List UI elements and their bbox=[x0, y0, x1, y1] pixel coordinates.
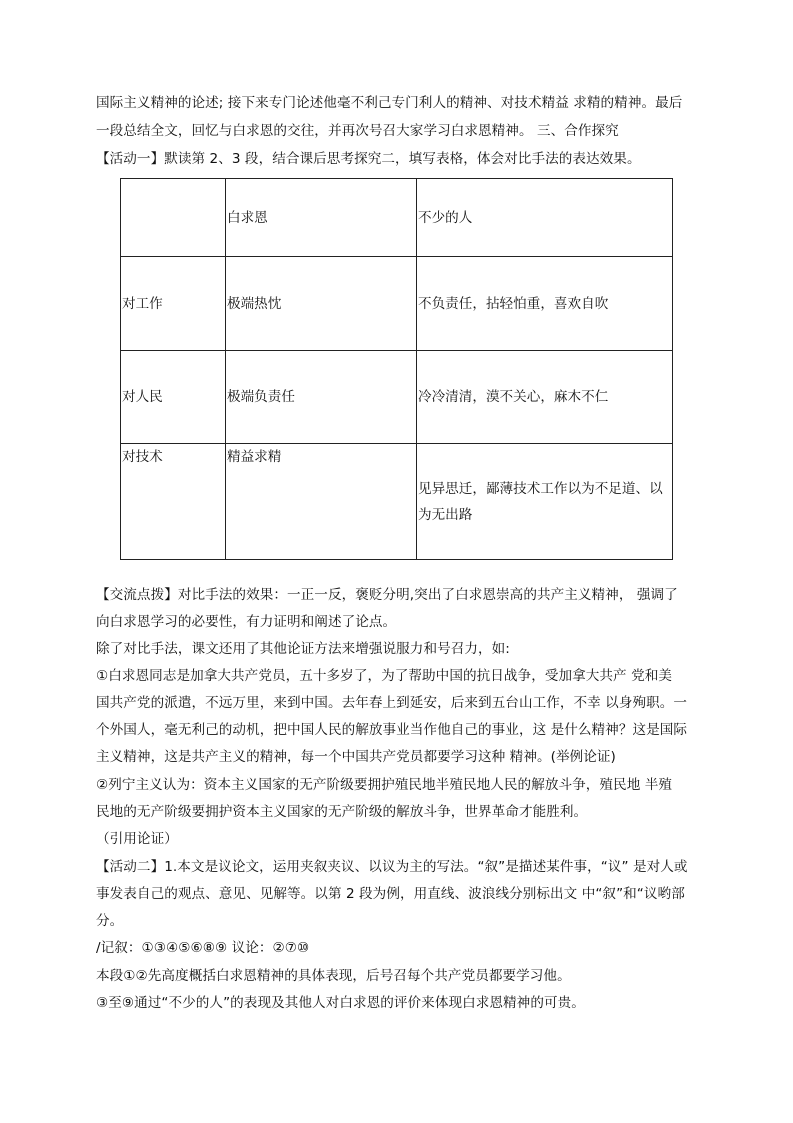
table-cell: 极端热忱 bbox=[226, 257, 417, 351]
example2-line-2: 民地的无产阶级要拥护资本主义国家的无产阶级的解放斗争，世界革命才能胜利。 bbox=[96, 804, 588, 820]
table-cell: 不负责任，拈轻怕重，喜欢自吹 bbox=[417, 257, 673, 351]
table-row bbox=[121, 444, 673, 560]
activity2-line-5: 本段①②先高度概括白求恩精神的具体表现，后号召每个共产党员都要学习他。 bbox=[96, 968, 571, 984]
comparison-table bbox=[120, 178, 673, 560]
table-cell: 极端负责任 bbox=[226, 351, 417, 444]
activity2-line-1: 【活动二】1.本文是议论文，运用夹叙夹议、以议为主的写法。“叙”是描述某件事，“议” 是对人或 bbox=[96, 859, 688, 875]
activity2-line-3: 分。 bbox=[96, 913, 124, 929]
table-header-cell bbox=[121, 179, 226, 257]
table-row bbox=[121, 351, 673, 444]
intro-line-2: 一段总结全文，回忆与白求恩的交往，并再次号召大家学习白求恩精神。 三、合作探究 bbox=[96, 123, 619, 139]
exchange-line-1: 【交流点拨】对比手法的效果：一正一反，褒贬分明,突出了白求恩崇高的共产主义精神， 强调了 bbox=[96, 587, 678, 603]
table-row bbox=[121, 179, 673, 257]
example1-line-3: 个外国人，毫无利己的动机，把中国人民的解放事业当作他自己的事业，这 是什么精神？这是国际 bbox=[96, 722, 688, 738]
table-cell: 精益求精 bbox=[226, 444, 417, 560]
table-cell: 对技术 bbox=[121, 444, 226, 560]
table-cell: 冷冷清清，漠不关心，麻木不仁 bbox=[417, 351, 673, 444]
activity2-line-2: 事发表自己的观点、意见、见解等。以第 2 段为例，用直线、波浪线分别标出文 中“叙”和“议哟部 bbox=[96, 886, 685, 902]
example2-line-1: ②列宁主义认为：资本主义国家的无产阶级要拥护殖民地半殖民地人民的解放斗争，殖民地 半殖 bbox=[96, 777, 672, 793]
table-cell: 对工作 bbox=[121, 257, 226, 351]
activity2-line-4: /记叙：①③④⑤⑥⑧⑨ 议论：②⑦⑩ bbox=[96, 940, 310, 956]
intro-line-1: 国际主义精神的论述; 接下来专门论述他毫不利己专门利人的精神、对技术精益 求精的精神。最后 bbox=[96, 95, 683, 111]
example1-line-1: ①白求恩同志是加拿大共产党员，五十多岁了，为了帮助中国的抗日战争，受加拿大共产 党和美 bbox=[96, 668, 672, 684]
example1-line-2: 国共产党的派遣，不远万里，来到中国。去年春上到延安，后来到五台山工作，不幸 以身殉职。一 bbox=[96, 695, 688, 711]
table-header-cell: 白求恩 bbox=[226, 179, 417, 257]
exchange-line-3: 除了对比手法，课文还用了其他论证方法来增强说服力和号召力，如: bbox=[96, 641, 510, 657]
table-cell-line: 见异思迁，鄙薄技术工作以为不足道、以 bbox=[418, 480, 663, 497]
table-cell: 对人民 bbox=[121, 351, 226, 444]
example2-line-3: （引用论证） bbox=[96, 831, 178, 847]
activity2-line-6: ③至⑨通过“不少的人”的表现及其他人对白求恩的评价来体现白求恩精神的可贵。 bbox=[96, 995, 585, 1011]
table-header-cell: 不少的人 bbox=[417, 179, 673, 257]
activity1-heading: 【活动一】默读第 2、3 段，结合课后思考探究二，填写表格，体会对比手法的表达效果。 bbox=[96, 151, 641, 167]
example1-line-4: 主义精神，这是共产主义的精神，每一个中国共产党员都要学习这种 精神。(举例论证) bbox=[96, 749, 616, 765]
table-cell-line: 为无出路 bbox=[418, 506, 473, 523]
exchange-line-2: 向白求恩学习的必要性，有力证明和阐述了论点。 bbox=[96, 614, 397, 630]
table-cell bbox=[417, 444, 673, 560]
table-row bbox=[121, 257, 673, 351]
